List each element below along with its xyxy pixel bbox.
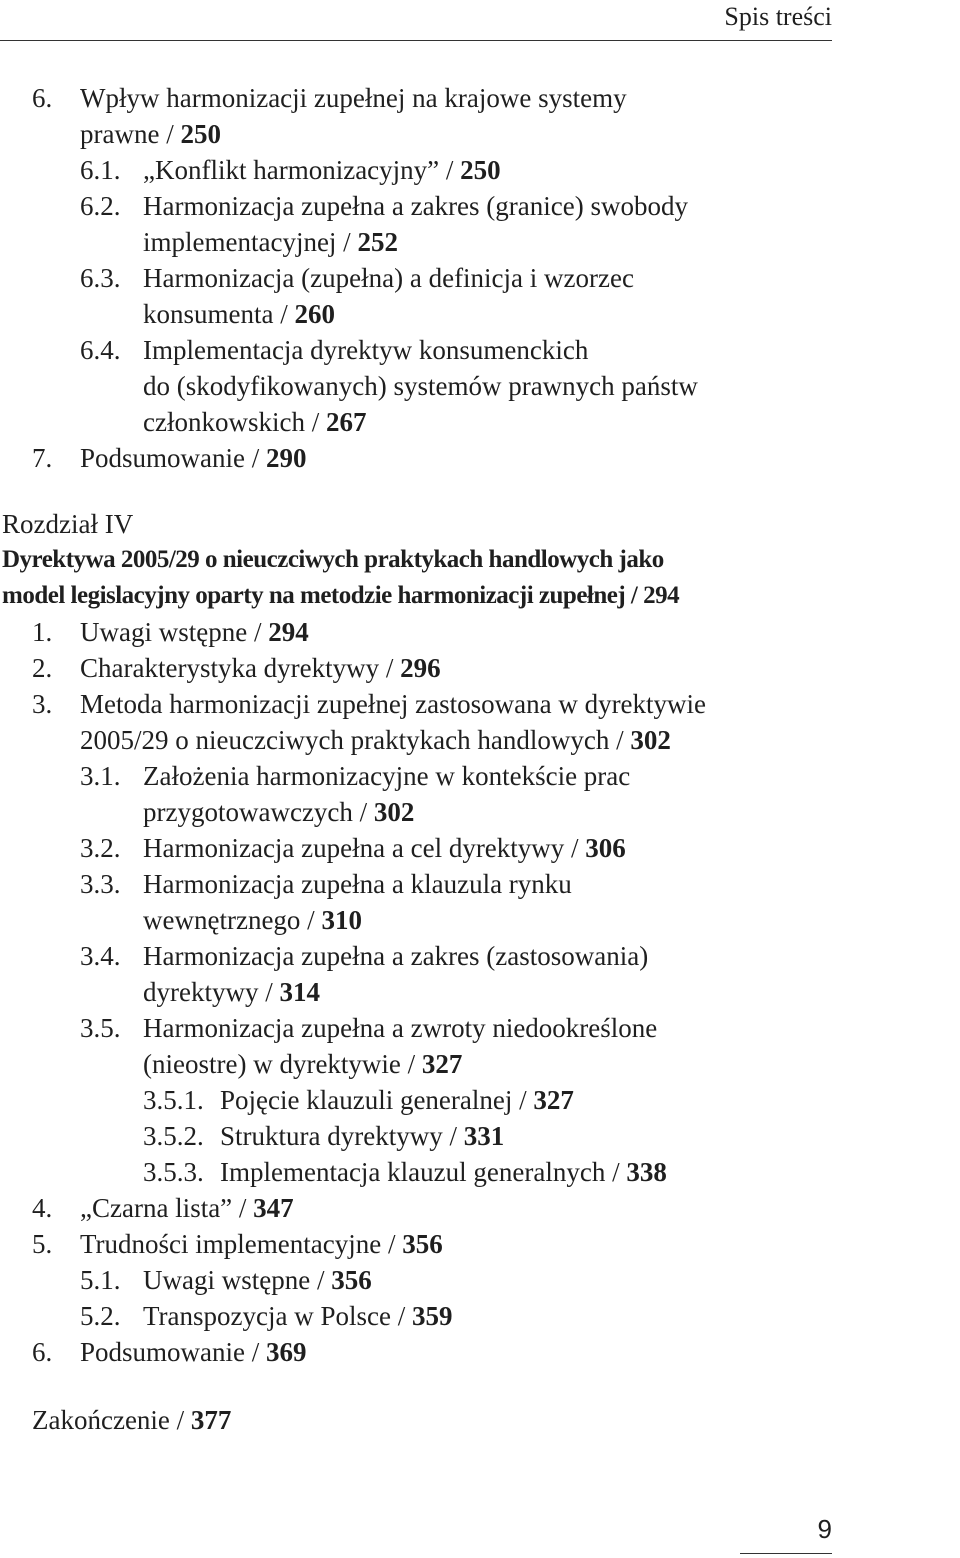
footer-rule [740, 1553, 832, 1554]
toc-entry-title: prawne / [80, 119, 181, 149]
running-header: Spis treści [724, 2, 832, 31]
toc-entry-text [80, 1226, 443, 1262]
toc-entry-page: 347 [253, 1193, 294, 1223]
toc-entry-title: Harmonizacja zupełna a klauzula rynku [143, 869, 572, 899]
toc-entry-number: 3.2. [80, 833, 121, 863]
toc-entry-number: 6. [32, 1337, 53, 1367]
toc-entry-number: 3.5. [80, 1013, 121, 1043]
toc-entry-page: 250 [460, 155, 501, 185]
toc-entry-line[interactable] [0, 650, 900, 686]
toc-entry-number: 1. [32, 617, 53, 647]
toc-entry-title: do (skodyfikowanych) systemów prawnych państw [143, 371, 698, 401]
toc-entry-number: 3.5.2. [143, 1121, 204, 1151]
toc-entry-title: Charakterystyka dyrektywy / [80, 653, 401, 683]
toc-entry-conclusion[interactable] [0, 1402, 900, 1438]
toc-entry-number: 6. [32, 83, 53, 113]
toc-entry-number: 4. [32, 1193, 53, 1223]
toc-entry-title: wewnętrznego / [143, 905, 322, 935]
toc-entry-title: „Czarna lista” / [80, 1193, 254, 1223]
toc-entry-line[interactable] [0, 368, 900, 404]
toc-entry-line[interactable] [0, 1190, 900, 1226]
toc-entry-line[interactable] [0, 722, 900, 758]
toc-entry-text [80, 1334, 307, 1370]
toc-entry-page: 356 [331, 1265, 372, 1295]
toc-entry-text [143, 1262, 372, 1298]
toc-entry-line[interactable] [0, 116, 900, 152]
toc-entry-text [143, 830, 626, 866]
chapter-label-text: Rozdział IV [2, 509, 134, 539]
toc-entry-page: 327 [533, 1085, 574, 1115]
toc-entry-title: Wpływ harmonizacji zupełnej na krajowe systemy [80, 83, 627, 113]
toc-entry-title: Uwagi wstępne / [143, 1265, 332, 1295]
toc-entry-number: 3.1. [80, 761, 121, 791]
toc-entry-line[interactable] [0, 1082, 900, 1118]
toc-entry-text [80, 80, 627, 116]
toc-entry-title: Trudności implementacyjne / [80, 1229, 403, 1259]
toc-entry-title: Harmonizacja zupełna a zakres (zastosowania) [143, 941, 649, 971]
toc-entry-title: Uwagi wstępne / [80, 617, 269, 647]
toc-entry-number: 7. [32, 443, 53, 473]
toc-entry-line[interactable] [0, 1298, 900, 1334]
toc-entry-number: 3. [32, 689, 53, 719]
toc-entry-title: Podsumowanie / [80, 443, 266, 473]
toc-entry-title: Struktura dyrektywy / [220, 1121, 464, 1151]
toc-entry-page: 252 [357, 227, 398, 257]
toc-entry-text [80, 686, 706, 722]
toc-entry-page: 250 [180, 119, 221, 149]
toc-entry-number: 3.3. [80, 869, 121, 899]
toc-entry-line[interactable] [0, 902, 900, 938]
toc-entry-line[interactable] [0, 758, 900, 794]
toc-entry-line[interactable] [0, 614, 900, 650]
header-rule [0, 40, 832, 41]
toc-entry-page: 294 [268, 617, 309, 647]
toc-entry-page: 310 [321, 905, 362, 935]
toc-entry-text [143, 296, 335, 332]
toc-entry-number: 6.2. [80, 191, 121, 221]
toc-entry-line[interactable] [0, 794, 900, 830]
toc-entry-page: 377 [190, 1405, 232, 1435]
toc-entry-line[interactable] [0, 1046, 900, 1082]
toc-entry-title: członkowskich / [143, 407, 326, 437]
toc-entry-text [80, 116, 221, 152]
toc-entry-text [143, 974, 320, 1010]
toc-entry-line[interactable] [0, 830, 900, 866]
toc-entry-title: Harmonizacja zupełna a cel dyrektywy / [143, 833, 586, 863]
toc-entry-number: 3.5.1. [143, 1085, 204, 1115]
toc-entry-title: Harmonizacja zupełna a zwroty niedookreślone [143, 1013, 658, 1043]
toc-entry-line[interactable] [0, 404, 900, 440]
toc-entry-page: 331 [463, 1121, 505, 1151]
toc-entry-text [143, 1298, 452, 1334]
toc-entry-line[interactable] [0, 1262, 900, 1298]
toc-entry-number: 6.4. [80, 335, 121, 365]
toc-entry-number: 5. [32, 1229, 53, 1259]
toc-entry-text [143, 902, 362, 938]
toc-entry-text [80, 440, 307, 476]
toc-entry-line[interactable] [0, 686, 900, 722]
chapter-label [0, 506, 900, 542]
toc-entry-number: 2. [32, 653, 53, 683]
toc-entry-line[interactable] [0, 1226, 900, 1262]
toc-entry-text [143, 938, 648, 974]
toc-entry-page: 338 [626, 1157, 667, 1187]
toc-entry-page: 302 [630, 725, 671, 755]
toc-entry-title: „Konflikt harmonizacyjny” / [143, 155, 461, 185]
toc-entry-line[interactable] [0, 152, 900, 188]
toc-entry-text [143, 758, 630, 794]
toc-entry-number: 6.1. [80, 155, 121, 185]
toc-entry-line[interactable] [0, 1334, 900, 1370]
table-of-contents [0, 80, 900, 1438]
toc-entry-text [143, 1046, 462, 1082]
toc-entry-text [143, 188, 688, 224]
toc-entry-line[interactable] [0, 296, 900, 332]
toc-entry-number: 5.1. [80, 1265, 121, 1295]
toc-entry-text [80, 650, 441, 686]
toc-entry-text [220, 1082, 574, 1118]
toc-entry-text [80, 1190, 294, 1226]
toc-entry-page: 359 [411, 1301, 453, 1331]
toc-entry-text [80, 722, 671, 758]
toc-entry-page: 369 [266, 1337, 307, 1367]
chapter-title-line [0, 542, 900, 578]
toc-entry-number: 3.4. [80, 941, 121, 971]
toc-entry-title: Implementacja dyrektyw konsumenckich [143, 335, 589, 365]
chapter-title-text: Dyrektywa 2005/29 o nieuczciwych praktykach handlowych jako [2, 546, 664, 573]
toc-entry-line[interactable] [0, 224, 900, 260]
toc-entry-page: 356 [402, 1229, 443, 1259]
page-number: 9 [817, 1514, 832, 1544]
spacer [0, 1370, 900, 1402]
toc-entry-title: Harmonizacja zupełna a zakres (granice) swobody [143, 191, 688, 221]
toc-entry-text [143, 794, 414, 830]
toc-entry-text [143, 1010, 657, 1046]
toc-entry-text [143, 224, 398, 260]
toc-entry-title: Metoda harmonizacji zupełnej zastosowana w dyrektywie [80, 689, 707, 719]
toc-entry-title: dyrektywy / [143, 977, 280, 1007]
toc-entry-title: 2005/29 o nieuczciwych praktykach handlowych / [80, 725, 631, 755]
toc-entry-line[interactable] [0, 866, 900, 902]
toc-entry-page: 306 [585, 833, 626, 863]
toc-entry-text [143, 332, 588, 368]
toc-group-1 [0, 80, 900, 476]
toc-entry-page: 267 [325, 407, 367, 437]
toc-entry-line[interactable] [0, 1154, 900, 1190]
toc-entry-number: 5.2. [80, 1301, 121, 1331]
toc-entry-page: 314 [279, 977, 320, 1007]
chapter-title-text: model legislacyjny oparty na metodzie harmonizacji zupełnej / 294 [2, 582, 680, 609]
toc-entry-text [143, 152, 501, 188]
chapter-title-line [0, 578, 900, 614]
toc-entry-line[interactable] [0, 938, 900, 974]
toc-entry-line[interactable] [0, 260, 900, 296]
toc-entry-title: Transpozycja w Polsce / [143, 1301, 412, 1331]
toc-entry-title: Pojęcie klauzuli generalnej / [220, 1085, 534, 1115]
toc-entry-title: (nieostre) w dyrektywie / [143, 1049, 422, 1079]
toc-entry-page: 302 [373, 797, 415, 827]
toc-entry-line[interactable] [0, 440, 900, 476]
toc-entry-line[interactable] [0, 1010, 900, 1046]
toc-entry-page: 296 [400, 653, 441, 683]
toc-entry-text [32, 1402, 231, 1438]
toc-entry-text [220, 1118, 504, 1154]
toc-entry-text [143, 368, 698, 404]
toc-entry-number: 6.3. [80, 263, 121, 293]
toc-entry-title: Podsumowanie / [80, 1337, 266, 1367]
toc-entry-page: 290 [266, 443, 307, 473]
toc-entry-line[interactable] [0, 80, 900, 116]
toc-entry-title: przygotowawczych / [143, 797, 374, 827]
toc-entry-line[interactable] [0, 1118, 900, 1154]
toc-entry-title: konsumenta / [143, 299, 295, 329]
toc-entry-title: implementacyjnej / [143, 227, 358, 257]
toc-entry-line[interactable] [0, 332, 900, 368]
toc-entry-title: Zakończenie / [32, 1405, 191, 1435]
toc-group-2 [0, 614, 900, 1370]
toc-entry-title: Harmonizacja (zupełna) a definicja i wzorzec [143, 263, 634, 293]
toc-entry-page: 260 [294, 299, 335, 329]
toc-entry-line[interactable] [0, 188, 900, 224]
toc-entry-text [220, 1154, 667, 1190]
toc-entry-page: 327 [421, 1049, 463, 1079]
toc-entry-text [143, 404, 366, 440]
toc-entry-number: 3.5.3. [143, 1157, 204, 1187]
toc-entry-text [143, 260, 634, 296]
toc-entry-text [143, 866, 572, 902]
toc-entry-line[interactable] [0, 974, 900, 1010]
spacer [0, 476, 900, 506]
toc-entry-title: Założenia harmonizacyjne w kontekście prac [143, 761, 631, 791]
toc-entry-text [80, 614, 309, 650]
toc-entry-title: Implementacja klauzul generalnych / [220, 1157, 627, 1187]
